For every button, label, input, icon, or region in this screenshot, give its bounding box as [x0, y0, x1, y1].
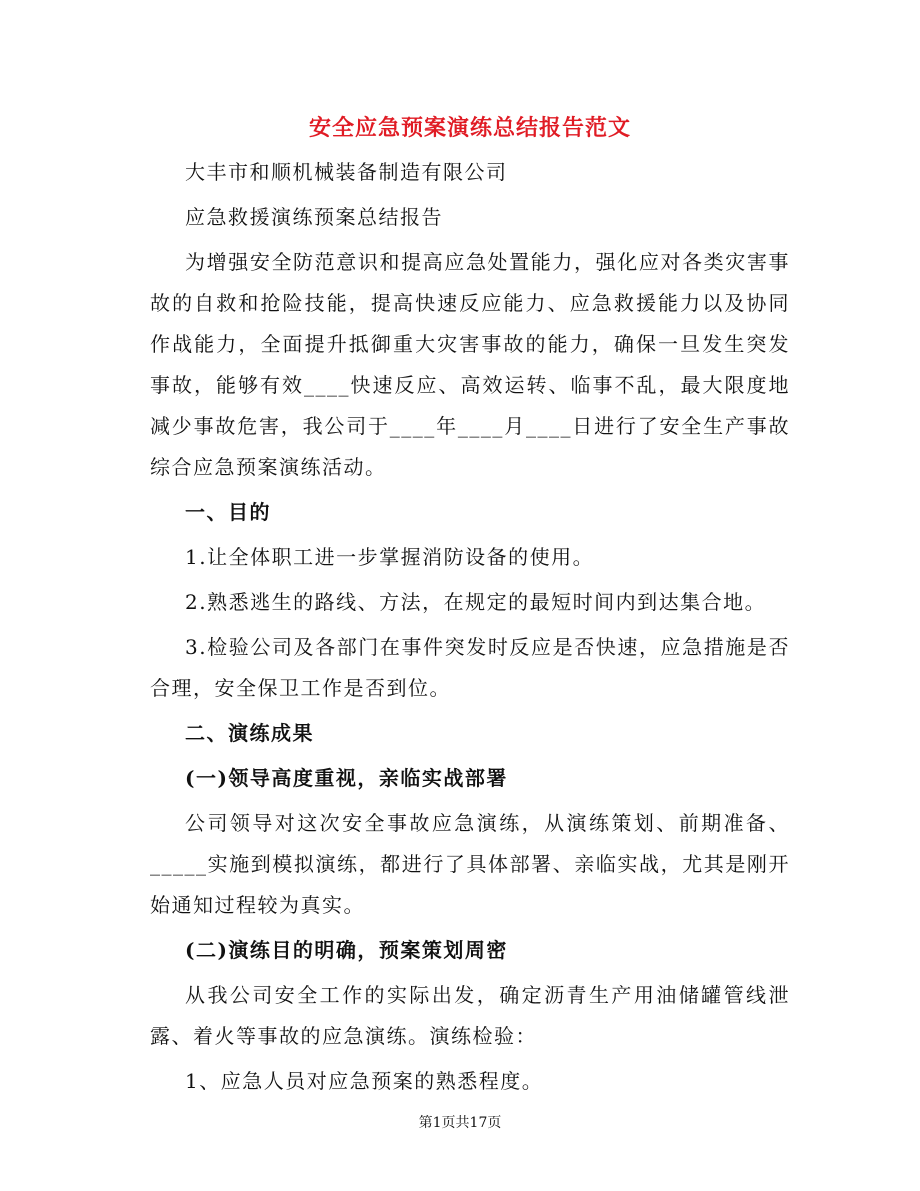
page-number: 第1页共17页	[418, 1115, 502, 1131]
document-title: 安全应急预案演练总结报告范文	[308, 115, 631, 141]
purpose-item-2: 2.熟悉逃生的路线、方法，在规定的最短时间内到达集合地。	[185, 590, 767, 614]
subsection-1-paragraph: 公司领导对这次安全事故应急演练，从演练策划、前期准备、_____实施到模拟演练，都进行了具体部署、亲临实战，尤其是刚开始通知过程较为真实。	[150, 811, 790, 917]
document-body	[150, 108, 790, 1102]
section-heading-results: 二、演练成果	[185, 721, 314, 745]
purpose-item-1: 1.让全体职工进一步掌握消防设备的使用。	[185, 545, 595, 569]
subsection-heading-1: (一)领导高度重视，亲临实战部署	[185, 766, 508, 790]
intro-paragraph: 为增强安全防范意识和提高应急处置能力，强化应对各类灾害事故的自救和抢险技能，提高快速反应能力、应急救援能力以及协同作战能力，全面提升抵御重大灾害事故的能力，确保一旦发生突发事故，能够有效____快速反应、高效运转、临事不乱，最大限度地减少事故危害，我公司于____年____月____日进行了安全生产事故综合应急预案演练活动。	[150, 250, 790, 479]
subsection-heading-2: (二)演练目的明确，预案策划周密	[185, 938, 508, 962]
report-subtitle: 应急救援演练预案总结报告	[185, 205, 443, 229]
subsection-2-item-1: 1、应急人员对应急预案的熟悉程度。	[185, 1069, 544, 1093]
subsection-2-paragraph: 从我公司安全工作的实际出发，确定沥青生产用油储罐管线泄露、着火等事故的应急演练。演练检验：	[150, 983, 790, 1048]
company-name: 大丰市和顺机械装备制造有限公司	[185, 160, 508, 184]
section-heading-purpose: 一、目的	[185, 500, 271, 524]
purpose-item-3: 3.检验公司及各部门在事件突发时反应是否快速，应急措施是否合理，安全保卫工作是否到位。	[150, 635, 790, 700]
